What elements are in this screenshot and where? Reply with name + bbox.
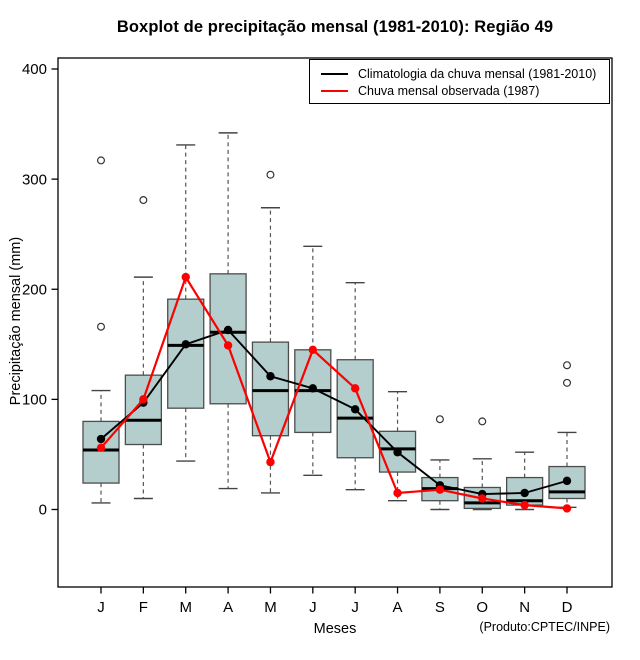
- observed-point: [393, 489, 401, 497]
- climatology-point: [97, 435, 105, 443]
- observed-point: [266, 458, 274, 466]
- climatology-point: [224, 326, 232, 334]
- climatology-point: [266, 372, 274, 380]
- climatology-point: [309, 384, 317, 392]
- x-tick-label: F: [138, 599, 148, 616]
- y-tick-label: 200: [21, 281, 47, 299]
- x-tick-label: M: [179, 599, 192, 616]
- iqr-box: [83, 421, 119, 483]
- observed-point: [436, 485, 444, 493]
- observed-point: [97, 444, 105, 452]
- climatology-point: [351, 405, 359, 413]
- outlier-point: [437, 416, 444, 423]
- legend: [309, 59, 610, 104]
- y-tick-label: 400: [21, 61, 47, 79]
- outlier-point: [479, 418, 486, 425]
- outlier-point: [267, 171, 274, 178]
- observed-point: [309, 346, 317, 354]
- x-tick-label: M: [264, 599, 277, 616]
- climatology-point: [393, 448, 401, 456]
- observed-point: [478, 494, 486, 502]
- outlier-point: [98, 157, 105, 164]
- x-tick-label: S: [434, 599, 445, 616]
- iqr-box: [252, 342, 288, 436]
- x-tick-label: J: [351, 599, 359, 616]
- observed-point: [563, 504, 571, 512]
- x-tick-label: A: [223, 599, 234, 616]
- iqr-box: [210, 274, 246, 404]
- climatology-point: [563, 477, 571, 485]
- chart-title: Boxplot de precipitação mensal (1981-2010): Região 49: [116, 18, 554, 36]
- y-axis-label: Precipitação mensal (mm): [8, 236, 24, 406]
- y-tick-label: 0: [38, 501, 47, 519]
- climatology-point: [520, 489, 528, 497]
- outlier-point: [564, 379, 571, 386]
- y-tick-label: 300: [21, 171, 47, 189]
- observed-point: [182, 273, 190, 281]
- x-tick-label: J: [97, 599, 105, 616]
- observed-line-sample: [321, 90, 348, 92]
- outlier-point: [140, 197, 147, 204]
- x-tick-label: O: [476, 599, 489, 616]
- outlier-point: [564, 362, 571, 369]
- product-credit: (Produto:CPTEC/INPE): [479, 620, 610, 634]
- y-tick-label: 100: [21, 391, 47, 409]
- legend-entry-observed: [310, 83, 609, 101]
- outlier-point: [98, 323, 105, 330]
- legend-label-climatology: Climatologia da chuva mensal (1981-2010): [358, 66, 597, 81]
- x-tick-label: A: [392, 599, 403, 616]
- observed-point: [139, 395, 147, 403]
- observed-point: [351, 384, 359, 392]
- observed-point: [520, 501, 528, 509]
- legend-label-observed: Chuva mensal observada (1987): [358, 84, 540, 99]
- legend-entry-climatology: [310, 65, 609, 83]
- x-tick-label: J: [309, 599, 317, 616]
- observed-point: [224, 341, 232, 349]
- x-tick-label: N: [519, 599, 531, 616]
- plot-border: [58, 58, 612, 587]
- x-axis-label: Meses: [313, 621, 357, 637]
- climatology-point: [182, 340, 190, 348]
- climatology-line-sample: [321, 73, 348, 75]
- x-tick-label: D: [561, 599, 573, 616]
